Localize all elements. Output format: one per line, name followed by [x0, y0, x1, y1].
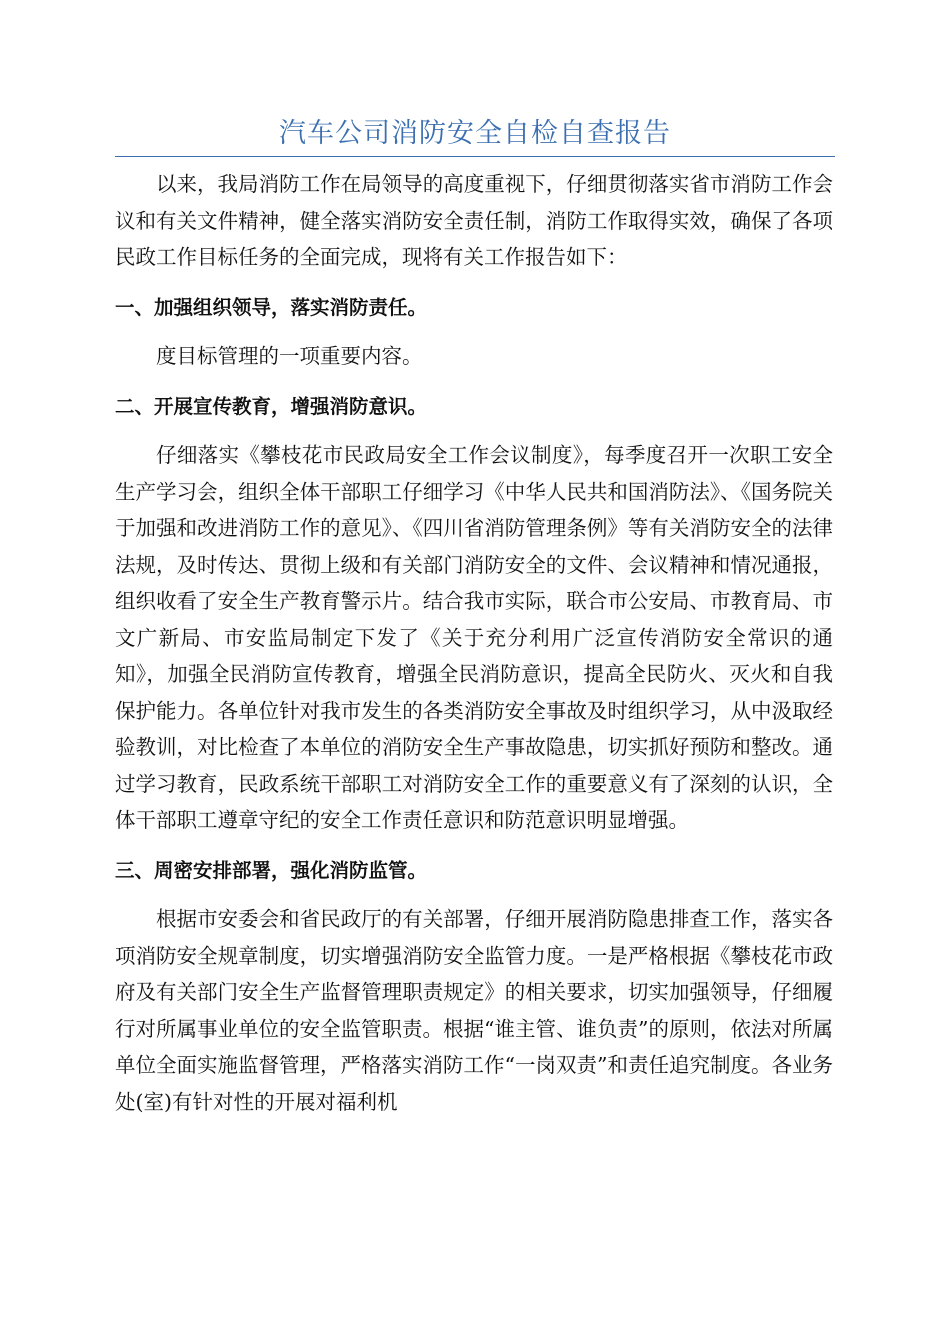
document-title: 汽车公司消防安全自检自查报告	[115, 112, 835, 157]
section-1-paragraph: 度目标管理的一项重要内容。	[156, 344, 423, 368]
section-3-paragraph: 根据市安委会和省民政厅的有关部署，仔细开展消防隐患排查工作，落实各项消防安全规章制度，切实增强消防安全监管力度。一是严格根据《攀枝花市政府及有关部门安全生产监督管理职责规定》的相关要求，切实加强领导，仔细履行对所属事业单位的安全监管职责。根据“谁主管、谁负责”的原则，依法对所属单位全面实施监督管理，严格落实消防工作“一岗双责”和责任追究制度。各业务处(室)有针对性的开展对福利机	[115, 907, 833, 1114]
section-3-heading: 三、周密安排部署，强化消防监管。	[115, 858, 428, 882]
document-body	[115, 166, 833, 1120]
intro-paragraph: 以来，我局消防工作在局领导的高度重视下，仔细贯彻落实省市消防工作会议和有关文件精神，健全落实消防安全责任制，消防工作取得实效，确保了各项民政工作目标任务的全面完成，现将有关工作报告如下：	[115, 172, 833, 269]
section-1-heading: 一、加强组织领导，落实消防责任。	[115, 295, 428, 319]
section-2-heading: 二、开展宣传教育，增强消防意识。	[115, 394, 428, 418]
section-2-paragraph: 仔细落实《攀枝花市民政局安全工作会议制度》，每季度召开一次职工安全生产学习会，组织全体干部职工仔细学习《中华人民共和国消防法》、《国务院关于加强和改进消防工作的意见》、《四川省消防管理条例》等有关消防安全的法律法规，及时传达、贯彻上级和有关部门消防安全的文件、会议精神和情况通报，组织收看了安全生产教育警示片。结合我市实际，联合市公安局、市教育局、市文广新局、市安监局制定下发了《关于充分利用广泛宣传消防安全常识的通知》，加强全民消防宣传教育，增强全民消防意识，提高全民防火、灭火和自我保护能力。各单位针对我市发生的各类消防安全事故及时组织学习，从中汲取经验教训，对比检查了本单位的消防安全生产事故隐患，切实抓好预防和整改。通过学习教育，民政系统干部职工对消防安全工作的重要意义有了深刻的认识，全体干部职工遵章守纪的安全工作责任意识和防范意识明显增强。	[115, 443, 833, 832]
